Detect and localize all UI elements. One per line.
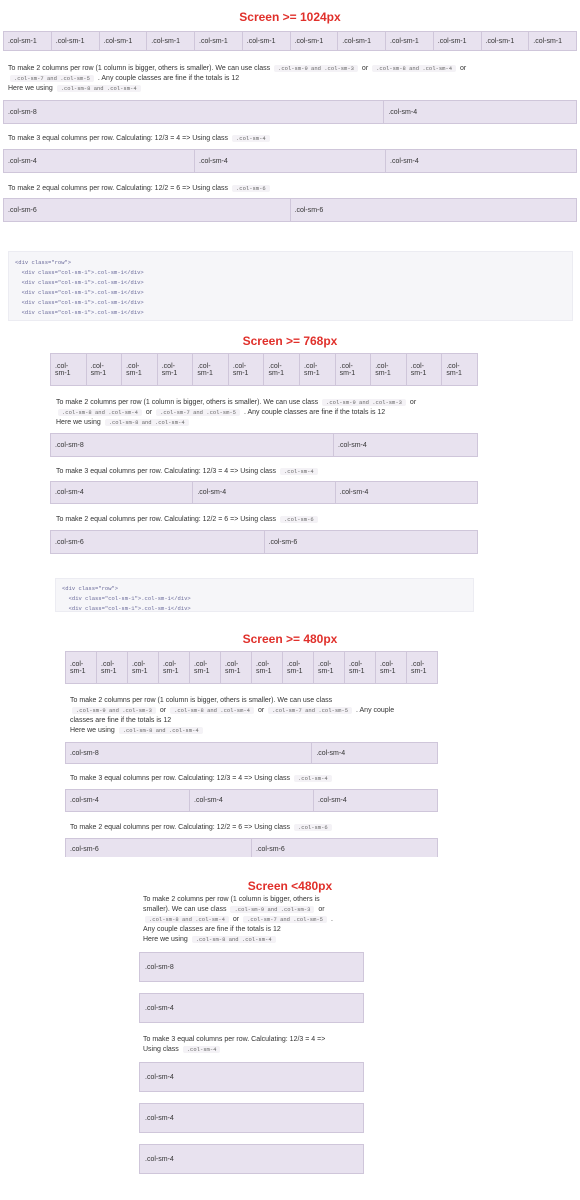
grid-cell: .col- sm-1 bbox=[370, 353, 406, 386]
description-three-columns: To make 3 equal columns per row. Calculating: 12/3 = 4 => Using class .col-sm-4 bbox=[50, 467, 478, 477]
description-two-columns: To make 2 columns per row (1 column is bigger, others is smaller). We can use class .col-sm-9 and .col-sm-3 or .col-sm-8 and .col-sm-4 or .col-sm-7 and .col-sm-5 . Any couple classes are fine if the totals is 12 Here we using .col-sm-8 and .col-sm-4 bbox=[70, 697, 395, 734]
code-line: <div class="col-sm-1">.col-sm-1</div> bbox=[15, 269, 144, 276]
description-two-columns: To make 2 columns per row (1 column is bigger, others is smaller). We can use class .col-sm-9 and .col-sm-3 or .col-sm-8 and .col-sm-4 or .col-sm-7 and .col-sm-5 . Any couple classes are fine if the totals is 12 Here we using .col-sm-8 and .col-sm-4 bbox=[143, 896, 333, 943]
grid-cell-8: .col-sm-8 bbox=[65, 742, 311, 764]
grid-row-8-4 bbox=[3, 100, 577, 124]
grid-cell-6: .col-sm-6 bbox=[50, 530, 264, 554]
section-title-1024: Screen >= 1024px bbox=[239, 10, 341, 24]
grid-cell: .col- sm-1 bbox=[251, 651, 282, 684]
grid-row-6-6 bbox=[50, 530, 478, 554]
grid-row-4-4-4 bbox=[65, 789, 438, 812]
grid-cell: .col-sm-1 bbox=[242, 31, 290, 51]
grid-cell-4: .col-sm-4 bbox=[139, 1062, 364, 1092]
description-two-equal: To make 2 equal columns per row. Calculating: 12/2 = 6 => Using class .col-sm-6 bbox=[3, 184, 577, 194]
grid-cell-4: .col-sm-4 bbox=[335, 481, 478, 504]
panel-480 bbox=[65, 651, 438, 857]
grid-cell-8: .col-sm-8 bbox=[3, 100, 383, 124]
grid-row-6-6 bbox=[3, 198, 577, 222]
code-line: <div class="col-sm-1">.col-sm-1</div> bbox=[15, 289, 144, 296]
description-two-columns: To make 2 columns per row (1 column is bigger, others is smaller). We can use class .col-sm-9 and .col-sm-3 or .col-sm-8 and .col-sm-4 or .col-sm-7 and .col-sm-5 . Any couple classes are fine if the totals is 12 Here we using .col-sm-8 and .col-sm-4 bbox=[56, 399, 417, 426]
grid-cell-6: .col-sm-6 bbox=[290, 198, 578, 222]
grid-cell-4: .col-sm-4 bbox=[192, 481, 334, 504]
grid-cell: .col- sm-1 bbox=[263, 353, 299, 386]
grid-cell: .col- sm-1 bbox=[375, 651, 406, 684]
grid-cell: .col-sm-1 bbox=[528, 31, 577, 51]
grid-cell: .col-sm-1 bbox=[385, 31, 433, 51]
description-three-columns: To make 3 equal columns per row. Calculating: 12/3 = 4 => Using class .col-sm-4 bbox=[143, 1036, 326, 1053]
grid-row-12 bbox=[65, 651, 438, 684]
code-sample-1024 bbox=[8, 251, 573, 321]
code-line: <div class="col-sm-1">.col-sm-1</div> bbox=[62, 605, 191, 612]
grid-cell: .col-sm-1 bbox=[194, 31, 242, 51]
grid-cell-4: .col-sm-4 bbox=[189, 789, 313, 812]
grid-cell-6: .col-sm-6 bbox=[264, 530, 479, 554]
grid-cell-4: .col-sm-4 bbox=[139, 1144, 364, 1174]
grid-cell-6: .col-sm-6 bbox=[251, 838, 438, 857]
grid-cell-4: .col-sm-4 bbox=[139, 993, 364, 1023]
grid-cell: .col-sm-1 bbox=[481, 31, 529, 51]
grid-cell: .col- sm-1 bbox=[228, 353, 264, 386]
grid-cell-6: .col-sm-6 bbox=[3, 198, 290, 222]
grid-cell: .col- sm-1 bbox=[50, 353, 86, 386]
section-title-lt480: Screen <480px bbox=[247, 879, 333, 893]
grid-cell-8: .col-sm-8 bbox=[139, 952, 364, 982]
grid-cell: .col- sm-1 bbox=[127, 651, 158, 684]
code-sample-768 bbox=[55, 578, 474, 612]
grid-row-12 bbox=[3, 31, 577, 51]
grid-row-8-4 bbox=[65, 742, 438, 764]
grid-cell: .col- sm-1 bbox=[344, 651, 375, 684]
grid-cell-4: .col-sm-4 bbox=[333, 433, 478, 457]
grid-cell: .col- sm-1 bbox=[192, 353, 228, 386]
grid-cell-4: .col-sm-4 bbox=[50, 481, 192, 504]
grid-cell-4: .col-sm-4 bbox=[383, 100, 577, 124]
grid-row-6-6 bbox=[65, 838, 438, 857]
grid-cell: .col- sm-1 bbox=[282, 651, 313, 684]
grid-cell-4: .col-sm-4 bbox=[3, 149, 194, 173]
panel-1024 bbox=[3, 31, 577, 222]
grid-cell: .col-sm-1 bbox=[99, 31, 147, 51]
grid-cell-4: .col-sm-4 bbox=[385, 149, 577, 173]
grid-cell: .col- sm-1 bbox=[406, 651, 438, 684]
grid-cell-4: .col-sm-4 bbox=[311, 742, 438, 764]
grid-cell: .col- sm-1 bbox=[65, 651, 96, 684]
grid-cell: .col-sm-1 bbox=[146, 31, 194, 51]
code-line: <div class="col-sm-1">.col-sm-1</div> bbox=[15, 299, 144, 306]
grid-cell: .col- sm-1 bbox=[121, 353, 157, 386]
description-two-equal: To make 2 equal columns per row. Calculating: 12/2 = 6 => Using class .col-sm-6 bbox=[65, 823, 438, 833]
code-line: <div class="row"> bbox=[62, 585, 119, 592]
grid-cell: .col- sm-1 bbox=[335, 353, 371, 386]
grid-cell: .col-sm-1 bbox=[290, 31, 338, 51]
code-line: <div class="col-sm-1">.col-sm-1</div> bbox=[15, 309, 144, 316]
grid-cell: .col- sm-1 bbox=[189, 651, 220, 684]
grid-cell: .col- sm-1 bbox=[406, 353, 442, 386]
grid-cell: .col-sm-1 bbox=[337, 31, 385, 51]
grid-cell: .col- sm-1 bbox=[299, 353, 335, 386]
grid-cell-8: .col-sm-8 bbox=[50, 433, 333, 457]
grid-cell-4: .col-sm-4 bbox=[139, 1103, 364, 1133]
grid-cell: .col- sm-1 bbox=[158, 651, 189, 684]
description-three-columns: To make 3 equal columns per row. Calculating: 12/3 = 4 => Using class .col-sm-4 bbox=[3, 134, 577, 144]
grid-cell-4: .col-sm-4 bbox=[65, 789, 189, 812]
grid-cell: .col- sm-1 bbox=[157, 353, 193, 386]
grid-cell: .col- sm-1 bbox=[220, 651, 251, 684]
section-title-480: Screen >= 480px bbox=[242, 632, 338, 646]
grid-row-4-4-4 bbox=[3, 149, 577, 173]
grid-cell: .col-sm-1 bbox=[433, 31, 481, 51]
description-three-columns: To make 3 equal columns per row. Calculating: 12/3 = 4 => Using class .col-sm-4 bbox=[65, 774, 438, 784]
grid-cell: .col- sm-1 bbox=[96, 651, 127, 684]
code-line: <div class="row"> bbox=[15, 259, 72, 266]
grid-cell-4: .col-sm-4 bbox=[194, 149, 385, 173]
code-line: <div class="col-sm-1">.col-sm-1</div> bbox=[62, 595, 191, 602]
grid-row-8-4 bbox=[50, 433, 478, 457]
grid-row-12 bbox=[50, 353, 478, 386]
description-two-equal: To make 2 equal columns per row. Calculating: 12/2 = 6 => Using class .col-sm-6 bbox=[50, 515, 478, 525]
description-two-columns: To make 2 columns per row (1 column is bigger, others is smaller). We can use class .col-sm-9 and .col-sm-3 or .col-sm-8 and .col-sm-4 or .col-sm-7 and .col-sm-5 . Any couple classes are fine if the totals is 12 Here we using .col-sm-8 and .col-sm-4 bbox=[8, 65, 467, 92]
grid-cell: .col- sm-1 bbox=[86, 353, 122, 386]
grid-cell: .col- sm-1 bbox=[313, 651, 344, 684]
panel-768 bbox=[50, 353, 478, 554]
section-title-768: Screen >= 768px bbox=[242, 334, 338, 348]
grid-cell: .col-sm-1 bbox=[51, 31, 99, 51]
grid-cell-4: .col-sm-4 bbox=[313, 789, 438, 812]
grid-row-4-4-4 bbox=[50, 481, 478, 504]
grid-cell-6: .col-sm-6 bbox=[65, 838, 251, 857]
code-line: <div class="col-sm-1">.col-sm-1</div> bbox=[15, 279, 144, 286]
grid-cell: .col- sm-1 bbox=[441, 353, 478, 386]
grid-cell: .col-sm-1 bbox=[3, 31, 51, 51]
